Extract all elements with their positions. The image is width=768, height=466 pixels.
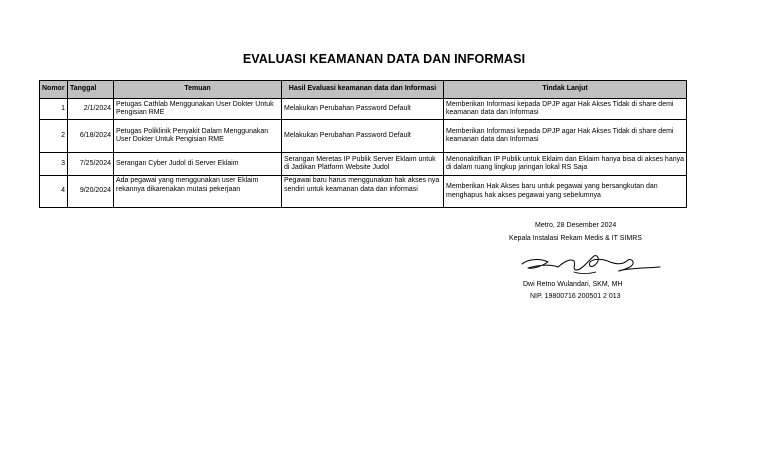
row-finding: Serangan Cyber Judol di Server Eklaim (114, 153, 282, 176)
table-header-row (40, 81, 687, 99)
header-hasil-evaluasi: Hasil Evaluasi keamanan data dan Informasi (282, 81, 444, 99)
document-title: EVALUASI KEAMANAN DATA DAN INFORMASI (242, 52, 526, 66)
row-evaluation: Melakukan Perubahan Password Default (282, 120, 444, 153)
signature-position: Kepala Instalasi Rekam Medis & IT SIMRS (509, 235, 642, 242)
table-row (40, 120, 687, 153)
evaluation-table (39, 80, 687, 208)
row-followup: Menonaktifkan IP Publik untuk Eklaim dan Eklaim hanya bisa di akses hanya di dalam ruang lingkup jaringan lokal RS Saja (444, 153, 687, 176)
row-number: 1 (40, 99, 68, 120)
row-number: 2 (40, 120, 68, 153)
handwritten-signature-image (518, 250, 668, 282)
row-finding: Petugas Poliklinik Penyakit Dalam Menggunakan User Dokter Untuk Pengisian RME (114, 120, 282, 153)
row-date: 2/1/2024 (68, 99, 114, 120)
row-followup: Memberikan Informasi kepada DPJP agar Hak Akses Tidak di share demi keamanan data dan Informasi (444, 99, 687, 120)
table-row (40, 99, 687, 120)
row-date: 6/18/2024 (68, 120, 114, 153)
header-tindak-lanjut: Tindak Lanjut (444, 81, 687, 99)
row-number: 4 (40, 176, 68, 208)
table-row (40, 153, 687, 176)
table-row (40, 176, 687, 208)
signature-nip: NIP. 19800716 200501 2 013 (530, 293, 621, 300)
row-evaluation: Serangan Meretas IP Publik Server Eklaim untuk di Jadikan Platform Website Judol (282, 153, 444, 176)
row-evaluation: Melakukan Perubahan Password Default (282, 99, 444, 120)
header-tanggal: Tanggal (68, 81, 114, 99)
row-date: 9/20/2024 (68, 176, 114, 208)
header-nomor: Nomor (40, 81, 68, 99)
header-temuan: Temuan (114, 81, 282, 99)
row-finding: Ada pegawai yang menggunakan user Eklaim rekannya dikarenakan mutasi pekerjaan (114, 176, 282, 208)
row-followup: Memberikan Hak Akses baru untuk pegawai yang bersangkutan dan menghapus hak akses pegawai yang sebelumnya (444, 176, 687, 208)
row-date: 7/25/2024 (68, 153, 114, 176)
row-evaluation: Pegawai baru harus menggunakan hak akses nya sendiri untuk keamanan data dan informasi (282, 176, 444, 208)
signature-name: Dwi Retno Wulandari, SKM, MH (523, 281, 623, 288)
signature-place-date: Metro, 28 Desember 2024 (535, 222, 617, 229)
row-number: 3 (40, 153, 68, 176)
row-followup: Memberikan Informasi kepada DPJP agar Hak Akses Tidak di share demi keamanan data dan Informasi (444, 120, 687, 153)
row-finding: Petugas Cathlab Menggunakan User Dokter Untuk Pengisian RME (114, 99, 282, 120)
